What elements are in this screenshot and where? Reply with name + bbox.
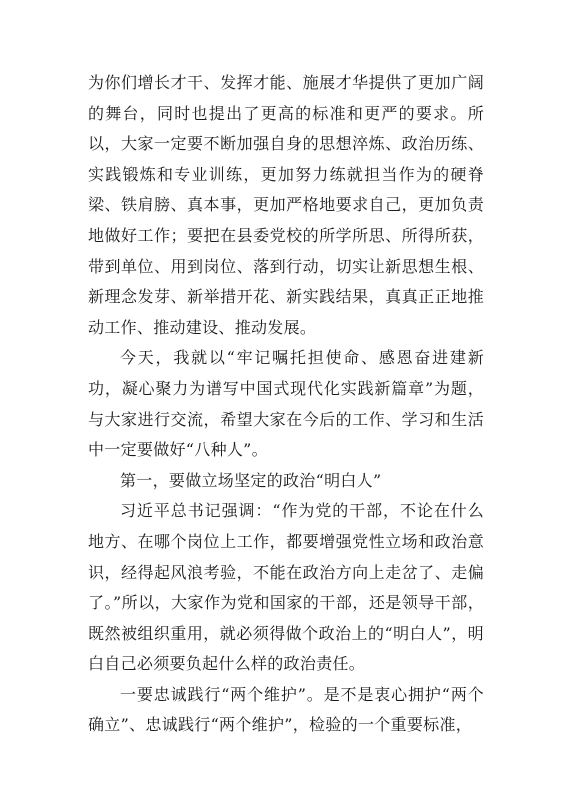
paragraph-4: 一要忠诚践行“两个维护”。是不是衷心拥护“两个确立”、忠诚践行“两个维护”，检验的一个重要标准， <box>88 684 484 735</box>
paragraph-2: 今天，我就以“牢记嘱托担使命、感恩奋进建新功，凝心聚力为谱写中国式现代化实践新篇章”为题，与大家进行交流，希望大家在今后的工作、学习和生活中一定要做好“八种人”。 <box>88 348 484 460</box>
section-heading-1: 第一，要做立场坚定的政治“明白人” <box>120 470 382 490</box>
document-body <box>88 68 484 741</box>
paragraph-1: 为你们增长才干、发挥才能、施展才华提供了更加广阔的舞台，同时也提出了更高的标准和更严的要求。所以，大家一定要不断加强自身的思想淬炼、政治历练、实践锻炼和专业训练，更加努力练就担当作为的硬脊梁、铁肩膀、真本事，更加严格地要求自己，更加负责地做好工作；要把在县委党校的所学所思、所得所获，带到单位、用到岗位、落到行动，切实让新思想生根、新理念发芽、新举措开花、新实践结果，真真正正地推动工作、推动建设、推动发展。 <box>88 73 484 337</box>
paragraph-3: 习近平总书记强调：“作为党的干部，不论在什么地方、在哪个岗位上工作，都要增强党性立场和政治意识，经得起风浪考验，不能在政治方向上走岔了、走偏了。”所以，大家作为党和国家的干部，还是领导干部，既然被组织重用，就必须得做个政治上的“明白人”，明白自己必须要负起什么样的政治责任。 <box>88 501 484 674</box>
